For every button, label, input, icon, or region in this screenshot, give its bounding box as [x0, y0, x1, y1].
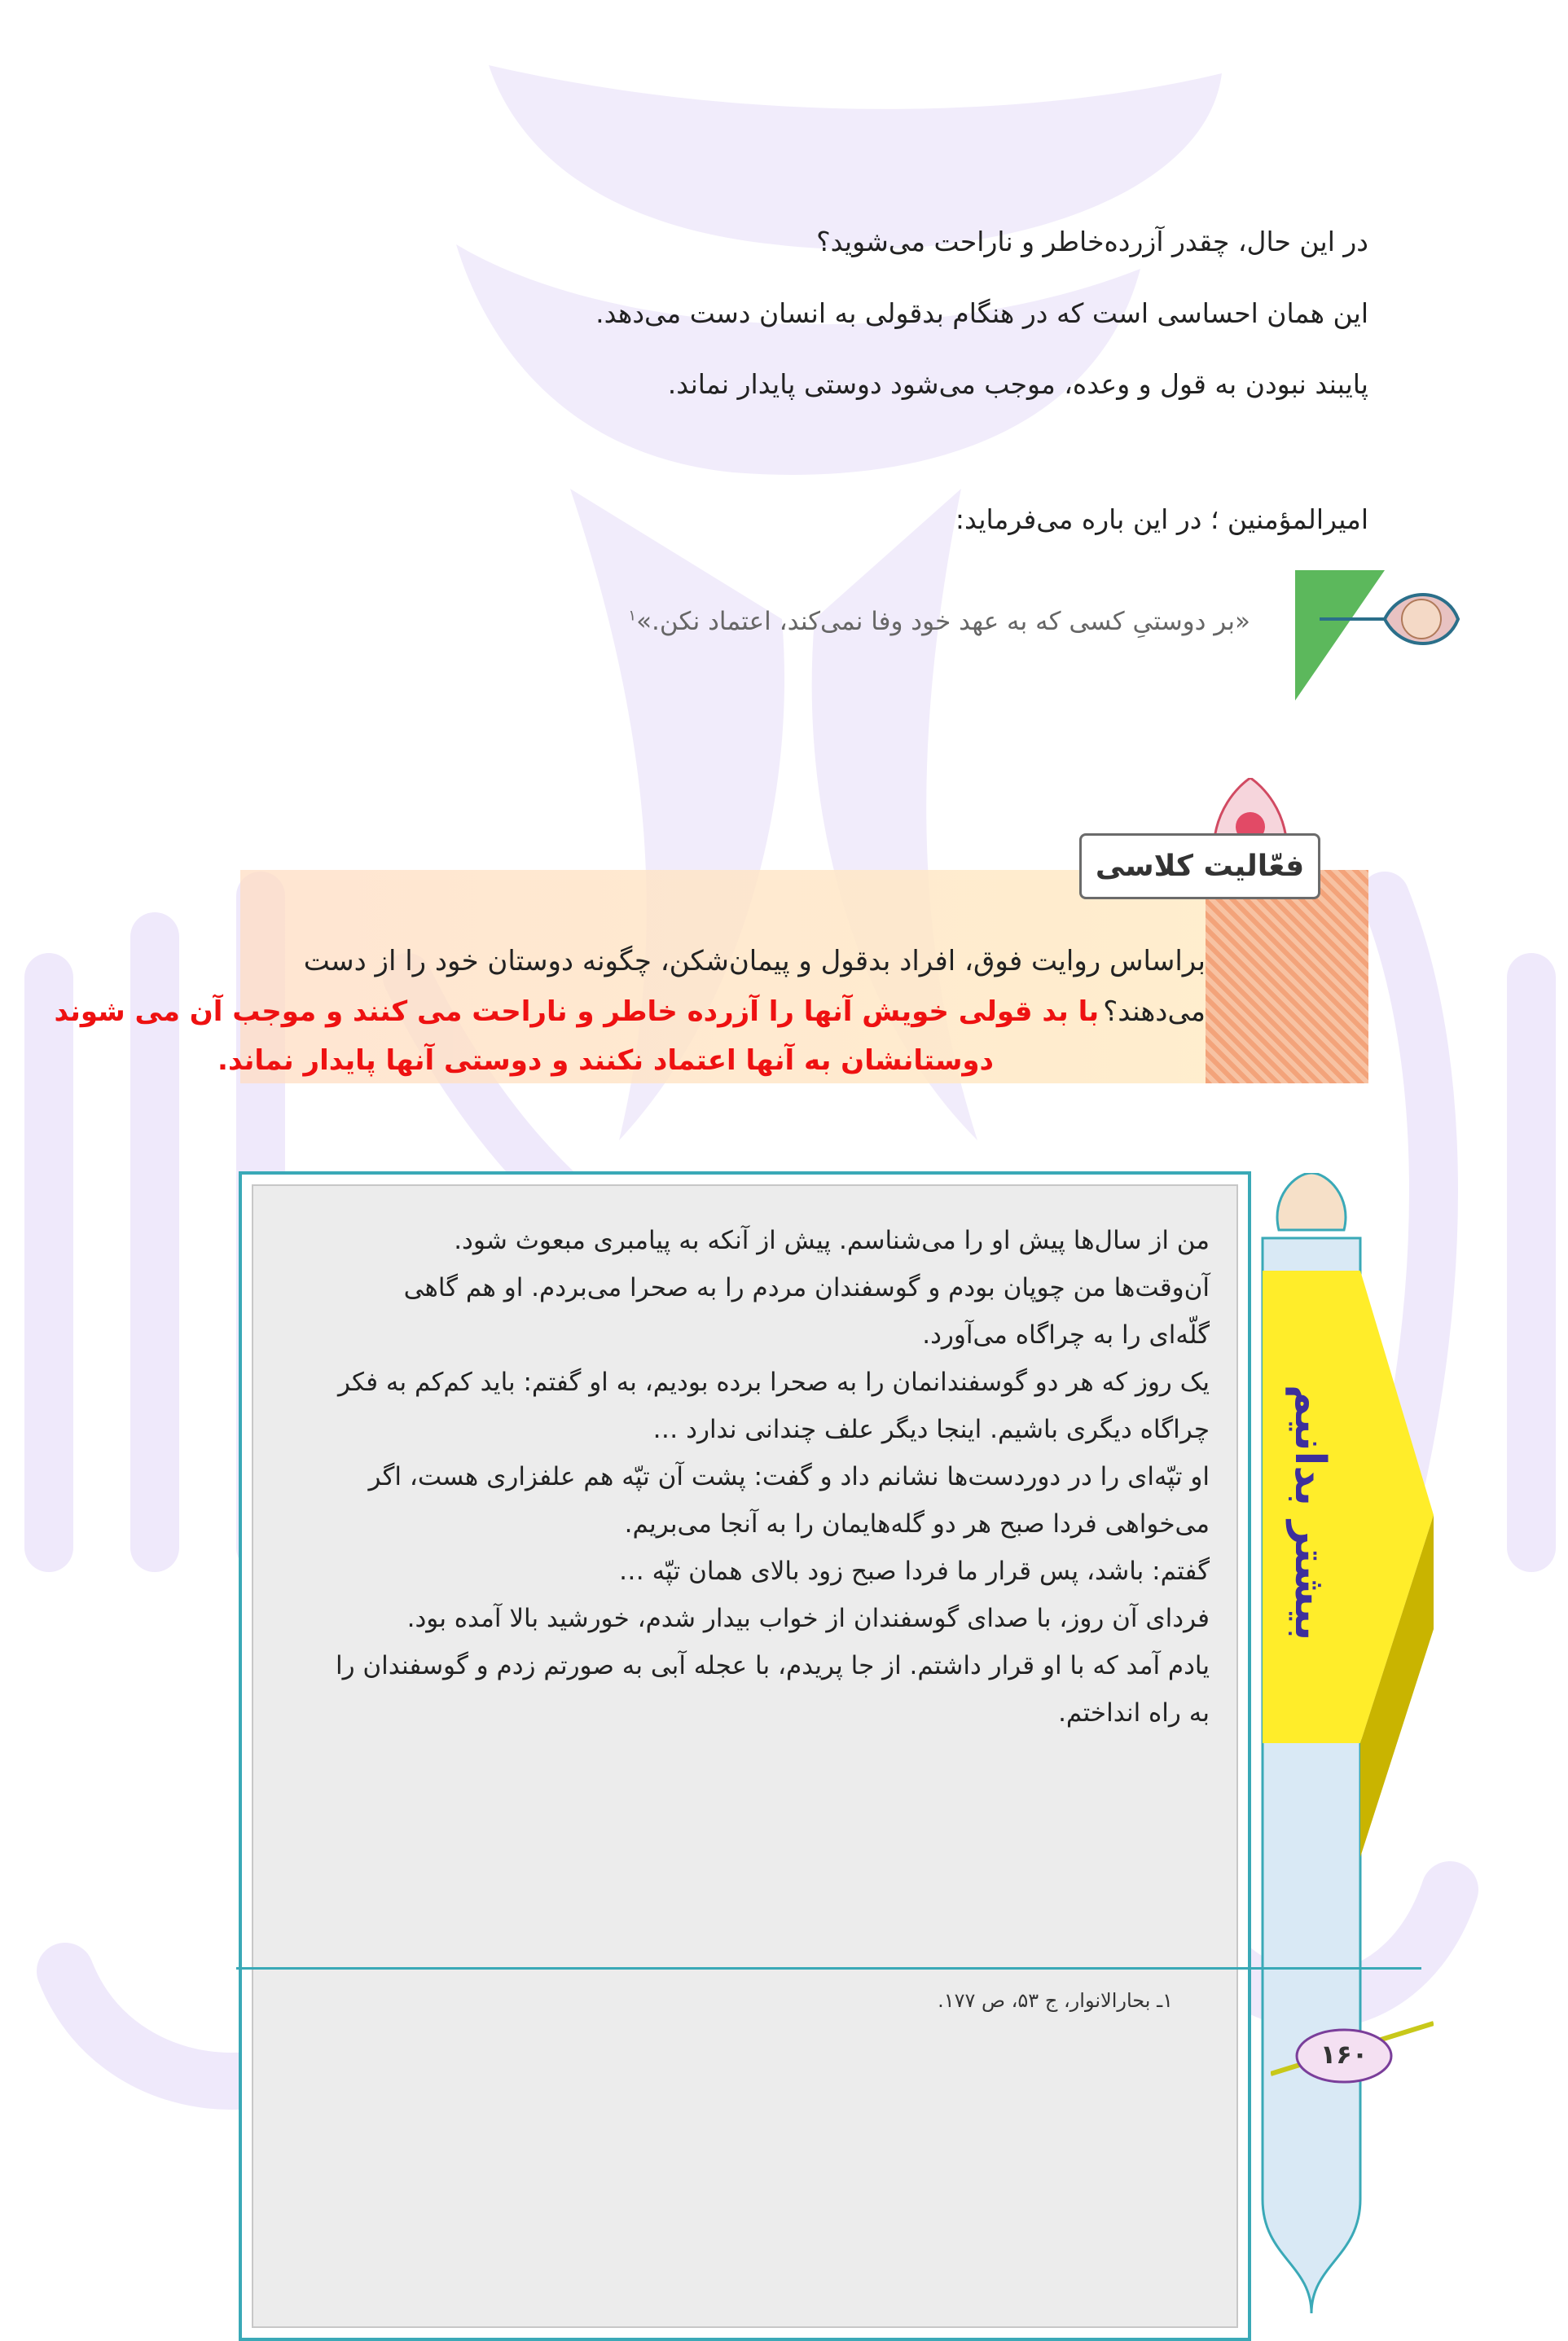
activity-title: فعّالیت کلاسی: [1079, 833, 1320, 899]
intro-line-2: این همان احساسی است که در هنگام بدقولی به انسان دست می‌دهد.: [595, 297, 1368, 329]
hadith-text: [354, 607, 1250, 636]
answer-line-2: دوستانشان به آنها اعتماد نکنند و دوستی آنها پایدار نماند.: [217, 1044, 994, 1077]
story-line-3: گلّه‌ای را به چراگاه می‌آورد.: [922, 1320, 1210, 1350]
hadith-ornament-icon: [1295, 570, 1466, 701]
page-number: ۱۶۰: [1320, 2039, 1368, 2070]
activity-side-panel: [1206, 870, 1368, 1083]
story-text: [248, 1220, 1210, 1733]
story-line-8: گفتم: باشد، پس قرار ما فردا صبح زود بالای همان تپّه …: [618, 1557, 1210, 1586]
intro-line-3: پایبند نبودن به قول و وعده، موجب می‌شود دوستی پایدار نماند.: [667, 368, 1368, 400]
story-line-7: می‌خواهی فردا صبح هر دو گله‌هایمان را به آنجا می‌بریم.: [624, 1509, 1210, 1539]
answer-line-1: با بد قولی خویش آنها را آزرده خاطر و ناراحت می کنند و موجب آن می شوند: [54, 995, 1100, 1028]
footnote: ۱ـ بحارالانوار، ج ۵۳، ص ۱۷۷.: [938, 1989, 1173, 2012]
story-line-10: یادم آمد که با او قرار داشتم. از جا پریدم، با عجله آبی به صورتم زدم و گوسفندان را: [335, 1651, 1210, 1680]
activity-question-line-2: [0, 987, 1206, 1036]
intro-line-1: در این حال، چقدر آزرده‌خاطر و ناراحت می‌شوید؟: [816, 226, 1368, 257]
story-line-1: من از سال‌ها پیش او را می‌شناسم. پیش از آنکه به پیامبری مبعوث شود.: [454, 1226, 1210, 1255]
story-line-5: چراگاه دیگری باشیم. اینجا دیگر علف چندانی ندارد …: [652, 1415, 1210, 1444]
story-line-11: به راه انداختم.: [1058, 1698, 1210, 1728]
hadith-attribution: امیرالمؤمنین ؛ در این باره می‌فرماید:: [955, 503, 1368, 535]
story-line-6: او تپّه‌ای را در دوردست‌ها نشانم داد و گفت: پشت آن تپّه هم علفزاری هست، اگر: [368, 1462, 1210, 1491]
hadith-body: «بر دوستیِ کسی که به عهد خود وفا نمی‌کند، اعتماد نکن.»: [636, 607, 1250, 636]
more-to-know-label: بیشتر بدانیم: [1285, 1385, 1334, 1641]
more-ribbon-frame: [1246, 1173, 1442, 2338]
story-line-4: یک روز که هر دو گوسفندانمان را به صحرا برده بودیم، به او گفتم: باید کم‌کم به فکر: [338, 1368, 1210, 1397]
story-line-2: آن‌وقت‌ها من چوپان بودم و گوسفندان مردم را به صحرا می‌بردم. او هم گاهی: [403, 1273, 1210, 1302]
footnote-divider: [236, 1967, 1421, 1970]
hadith-footnote-mark: ۱: [628, 607, 637, 625]
story-line-9: فردای آن روز، با صدای گوسفندان از خواب بیدار شدم، خورشید بالا آمده بود.: [406, 1604, 1210, 1633]
activity-question-line-1: براساس روایت فوق، افراد بدقول و پیمان‌شکن، چگونه دوستان خود را از دست: [303, 945, 1206, 977]
activity-question-end: می‌دهند؟: [1103, 995, 1206, 1028]
